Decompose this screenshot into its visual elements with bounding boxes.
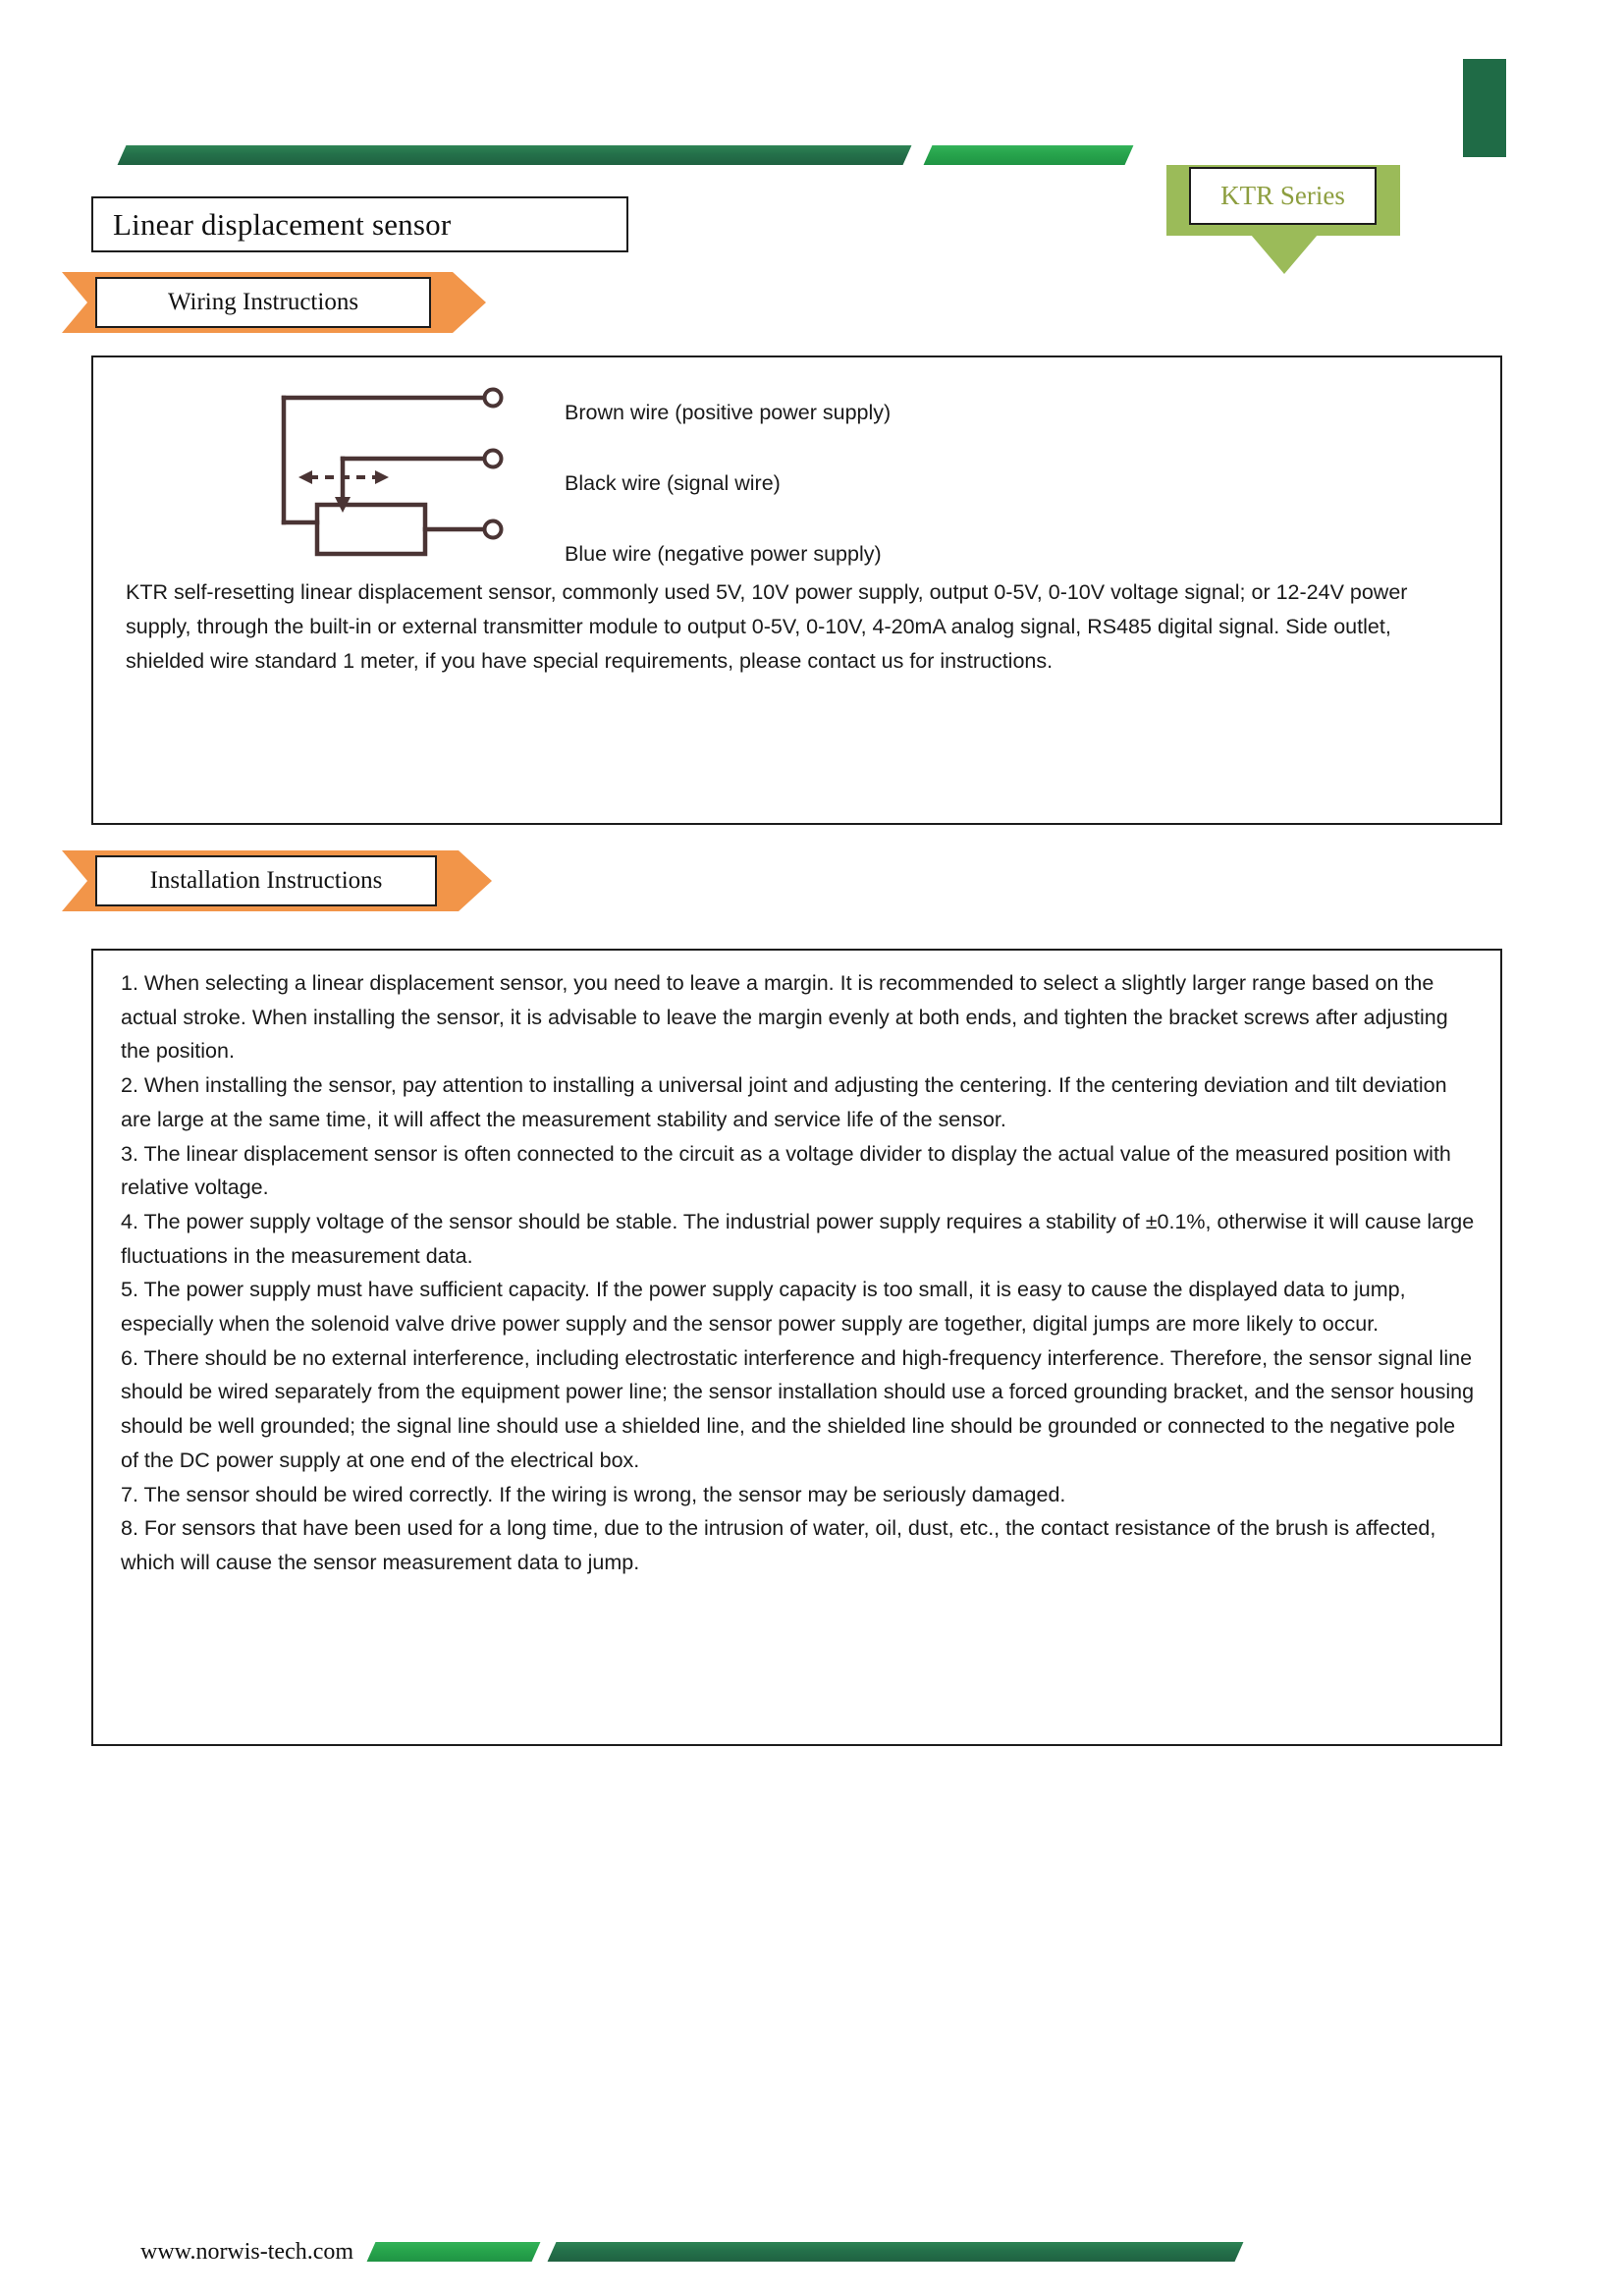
list-item: 2. When installing the sensor, pay attention to installing a universal joint and adjusting the centering. If the centering deviation and tilt deviation are large at the same time, it will affect the measurement stability and service life of the sensor.	[121, 1073, 1447, 1131]
section-banner-wiring	[62, 272, 486, 333]
installation-item-list	[121, 966, 1478, 1580]
wire-label-list	[565, 377, 1193, 589]
list-item: 1. When selecting a linear displacement sensor, you need to leave a margin. It is recommended to select a slightly larger range based on the actual stroke. When installing the sensor, it is advisable to leave the margin evenly at both ends, and tighten the bracket screws after adjusting the position.	[121, 971, 1448, 1064]
wiring-content-box	[91, 355, 1502, 825]
header-corner-block	[1463, 59, 1506, 157]
wire-label-black: Black wire (signal wire)	[565, 470, 781, 495]
installation-content-box	[91, 949, 1502, 1746]
banner-inner-box	[95, 277, 431, 328]
header-bar-dark-green	[118, 145, 912, 165]
wire-label-brown: Brown wire (positive power supply)	[565, 400, 892, 424]
list-item: 3. The linear displacement sensor is often connected to the circuit as a voltage divider to display the actual value of the measured position with relative voltage.	[121, 1141, 1451, 1200]
list-item: 7. The sensor should be wired correctly. If the wiring is wrong, the sensor may be seriously damaged.	[121, 1482, 1066, 1506]
page-title-text: Linear displacement sensor	[113, 206, 452, 242]
footer-bar-dark-green	[548, 2242, 1244, 2262]
wire-label-blue: Blue wire (negative power supply)	[565, 541, 882, 566]
footer-website-url: www.norwis-tech.com	[140, 2239, 354, 2265]
header-bar-light-green	[924, 145, 1134, 165]
series-badge-inner	[1189, 167, 1377, 225]
down-arrow-icon	[1251, 235, 1318, 274]
page-title	[91, 196, 628, 252]
banner-label-wiring: Wiring Instructions	[167, 289, 359, 315]
banner-inner-box	[95, 855, 437, 906]
list-item: 4. The power supply voltage of the sensor should be stable. The industrial power supply requires a stability of ±0.1%, otherwise it will cause large fluctuations in the measurement data.	[121, 1209, 1475, 1268]
series-badge-text: KTR Series	[1220, 181, 1345, 210]
wiring-description-paragraph: KTR self-resetting linear displacement sensor, commonly used 5V, 10V power supply, output 0-5V, 0-10V voltage signal; or 12-24V power supply, through the built-in or external transmitter module to output 0-5V, 0-10V, 4-20mA analog signal, RS485 digital signal. Side outlet, shielded wire standard 1 meter, if you have special requirements, please contact us for instructions.	[126, 580, 1408, 673]
potentiometer-schematic-icon	[270, 382, 565, 564]
list-item: 5. The power supply must have sufficient capacity. If the power supply capacity is too small, it is easy to cause the displayed data to jump, especially when the solenoid valve drive power supply and the sensor power supply are together, digital jumps are more likely to occur.	[121, 1278, 1406, 1337]
section-banner-installation	[62, 850, 492, 911]
footer-bar-light-green	[367, 2242, 541, 2262]
banner-label-installation: Installation Instructions	[149, 867, 383, 894]
series-badge	[1166, 165, 1400, 236]
list-item: 6. There should be no external interference, including electrostatic interference and high-frequency interference. Therefore, the sensor signal line should be wired separately from the equipment power line; the sensor installation should use a forced grounding bracket, and the sensor housing should be well grounded; the signal line should use a shielded line, and the shielded line should be grounded or connected to the negative pole of the DC power supply at one end of the electrical box.	[121, 1345, 1475, 1472]
list-item: 8. For sensors that have been used for a long time, due to the intrusion of water, oil, dust, etc., the contact resistance of the brush is affected, which will cause the sensor measurement data to jump.	[121, 1516, 1436, 1574]
